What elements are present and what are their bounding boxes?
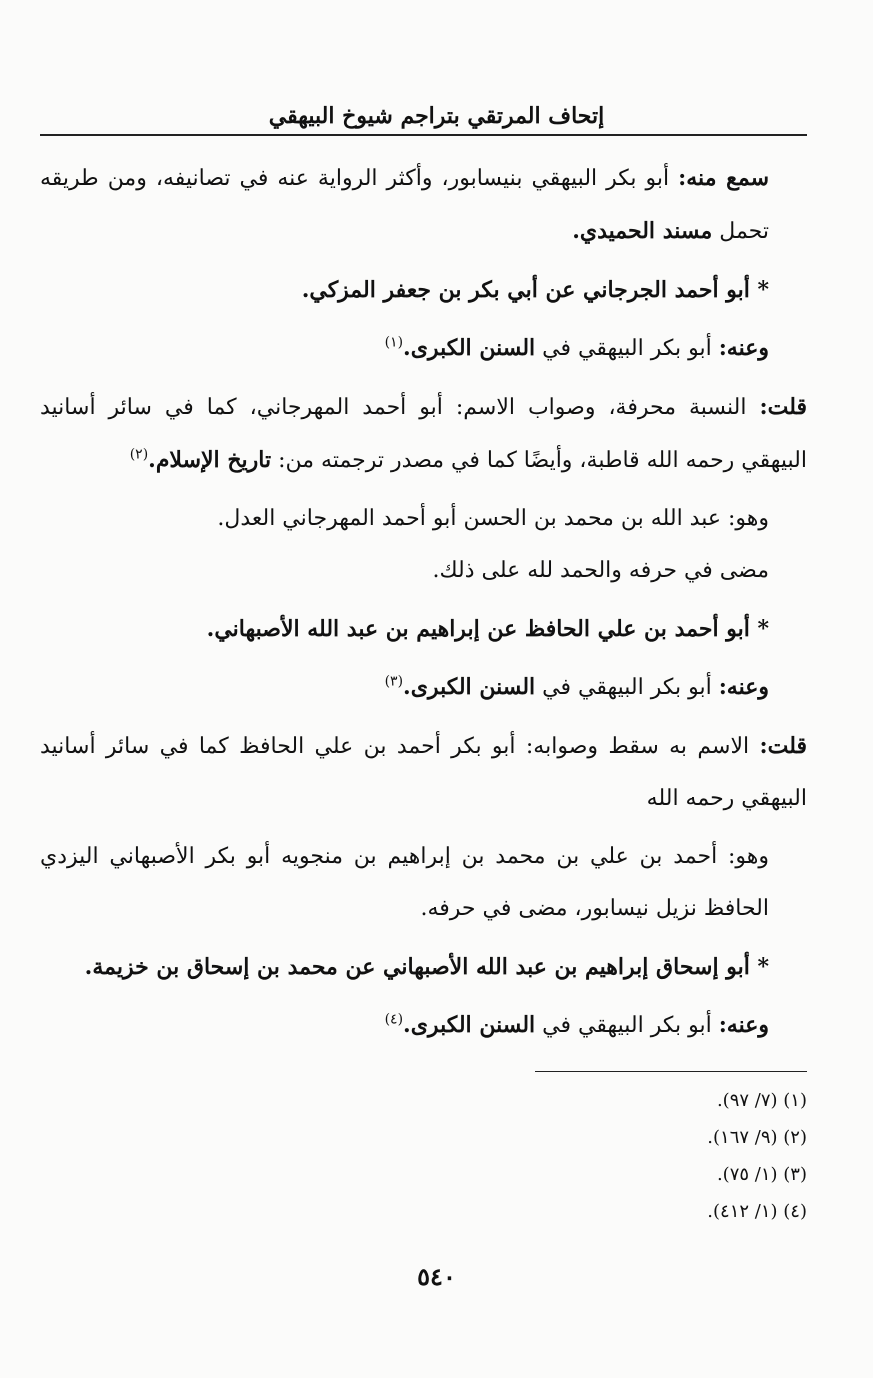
lead-label: وعنه: <box>718 1012 769 1038</box>
narrated-by-text: أبو بكر البيهقي في <box>535 675 719 700</box>
identity-text: وهو: عبد الله بن محمد بن الحسن أبو أحمد المهرجاني العدل. <box>217 506 769 531</box>
footnote-rule <box>535 1071 807 1072</box>
footnote-ref[interactable]: (٤) <box>384 1011 404 1028</box>
entry-heading: * أبو أحمد بن علي الحافظ عن إبراهيم بن عبد الله الأصبهاني. <box>206 616 769 642</box>
header-rule <box>40 134 807 136</box>
note-paragraph <box>40 381 807 487</box>
note-paragraph <box>40 720 807 825</box>
narrated-by-text: أبو بكر البيهقي في <box>535 1013 719 1038</box>
footnote-item: (٣) (١/ ٧٥). <box>716 1164 807 1185</box>
footnotes <box>707 1082 807 1230</box>
main-text <box>40 152 807 1058</box>
narrated-by-line <box>40 661 807 714</box>
running-header: إتحاف المرتقي بتراجم شيوخ البيهقي <box>268 103 605 129</box>
paragraph-heard-from <box>40 152 807 258</box>
book-title: السنن الكبرى. <box>403 335 536 361</box>
note-text: الاسم به سقط وصوابه: أبو بكر أحمد بن علي الحافظ كما في سائر أسانيد البيهقي رحمه الله <box>40 734 807 811</box>
note-text: النسبة محرفة، وصواب الاسم: أبو أحمد المهرجاني، كما في سائر أسانيد البيهقي رحمه الله قاطبة، وأيضًا كما في مصدر ترجمته من: <box>40 395 807 473</box>
book-title: السنن الكبرى. <box>403 674 536 700</box>
footnote-item: (٤) (١/ ٤١٢). <box>707 1201 807 1222</box>
lead-label: قلت: <box>759 394 807 420</box>
footnote-item: (١) (٧/ ٩٧). <box>716 1090 807 1111</box>
lead-label: سمع منه: <box>678 165 769 191</box>
entry-heading: * أبو أحمد الجرجاني عن أبي بكر بن جعفر المزكي. <box>301 277 769 303</box>
narrated-by-line <box>40 322 807 375</box>
book-title: مسند الحميدي. <box>572 218 713 244</box>
lead-label: وعنه: <box>718 335 769 361</box>
paragraph-text: أبو بكر البيهقي بنيسابور، وأكثر الرواية عنه في تصانيفه، ومن طريقه تحمل <box>40 166 769 244</box>
entry-heading: * أبو إسحاق إبراهيم بن عبد الله الأصبهاني عن محمد بن إسحاق بن خزيمة. <box>84 954 769 980</box>
identity-paragraph: وهو: أحمد بن علي بن محمد بن إبراهيم بن منجويه أبو بكر الأصبهاني اليزدي الحافظ نزيل نيسابور، مضى في حرفه. <box>40 844 769 921</box>
lead-label: وعنه: <box>718 674 769 700</box>
identity-text-2: مضى في حرفه والحمد لله على ذلك. <box>432 558 769 583</box>
book-title: تاريخ الإسلام. <box>148 447 272 473</box>
page-number: ٥٤٠ <box>417 1262 456 1291</box>
book-title: السنن الكبرى. <box>403 1012 536 1038</box>
footnote-ref[interactable]: (٣) <box>384 673 404 690</box>
footnote-ref[interactable]: (٢) <box>129 446 149 463</box>
lead-label: قلت: <box>759 733 807 759</box>
footnote-item: (٢) (٩/ ١٦٧). <box>707 1127 807 1148</box>
narrated-by-text: أبو بكر البيهقي في <box>535 336 719 361</box>
identity-paragraph <box>40 493 807 597</box>
footnote-ref[interactable]: (١) <box>384 334 404 351</box>
narrated-by-line <box>40 999 807 1052</box>
